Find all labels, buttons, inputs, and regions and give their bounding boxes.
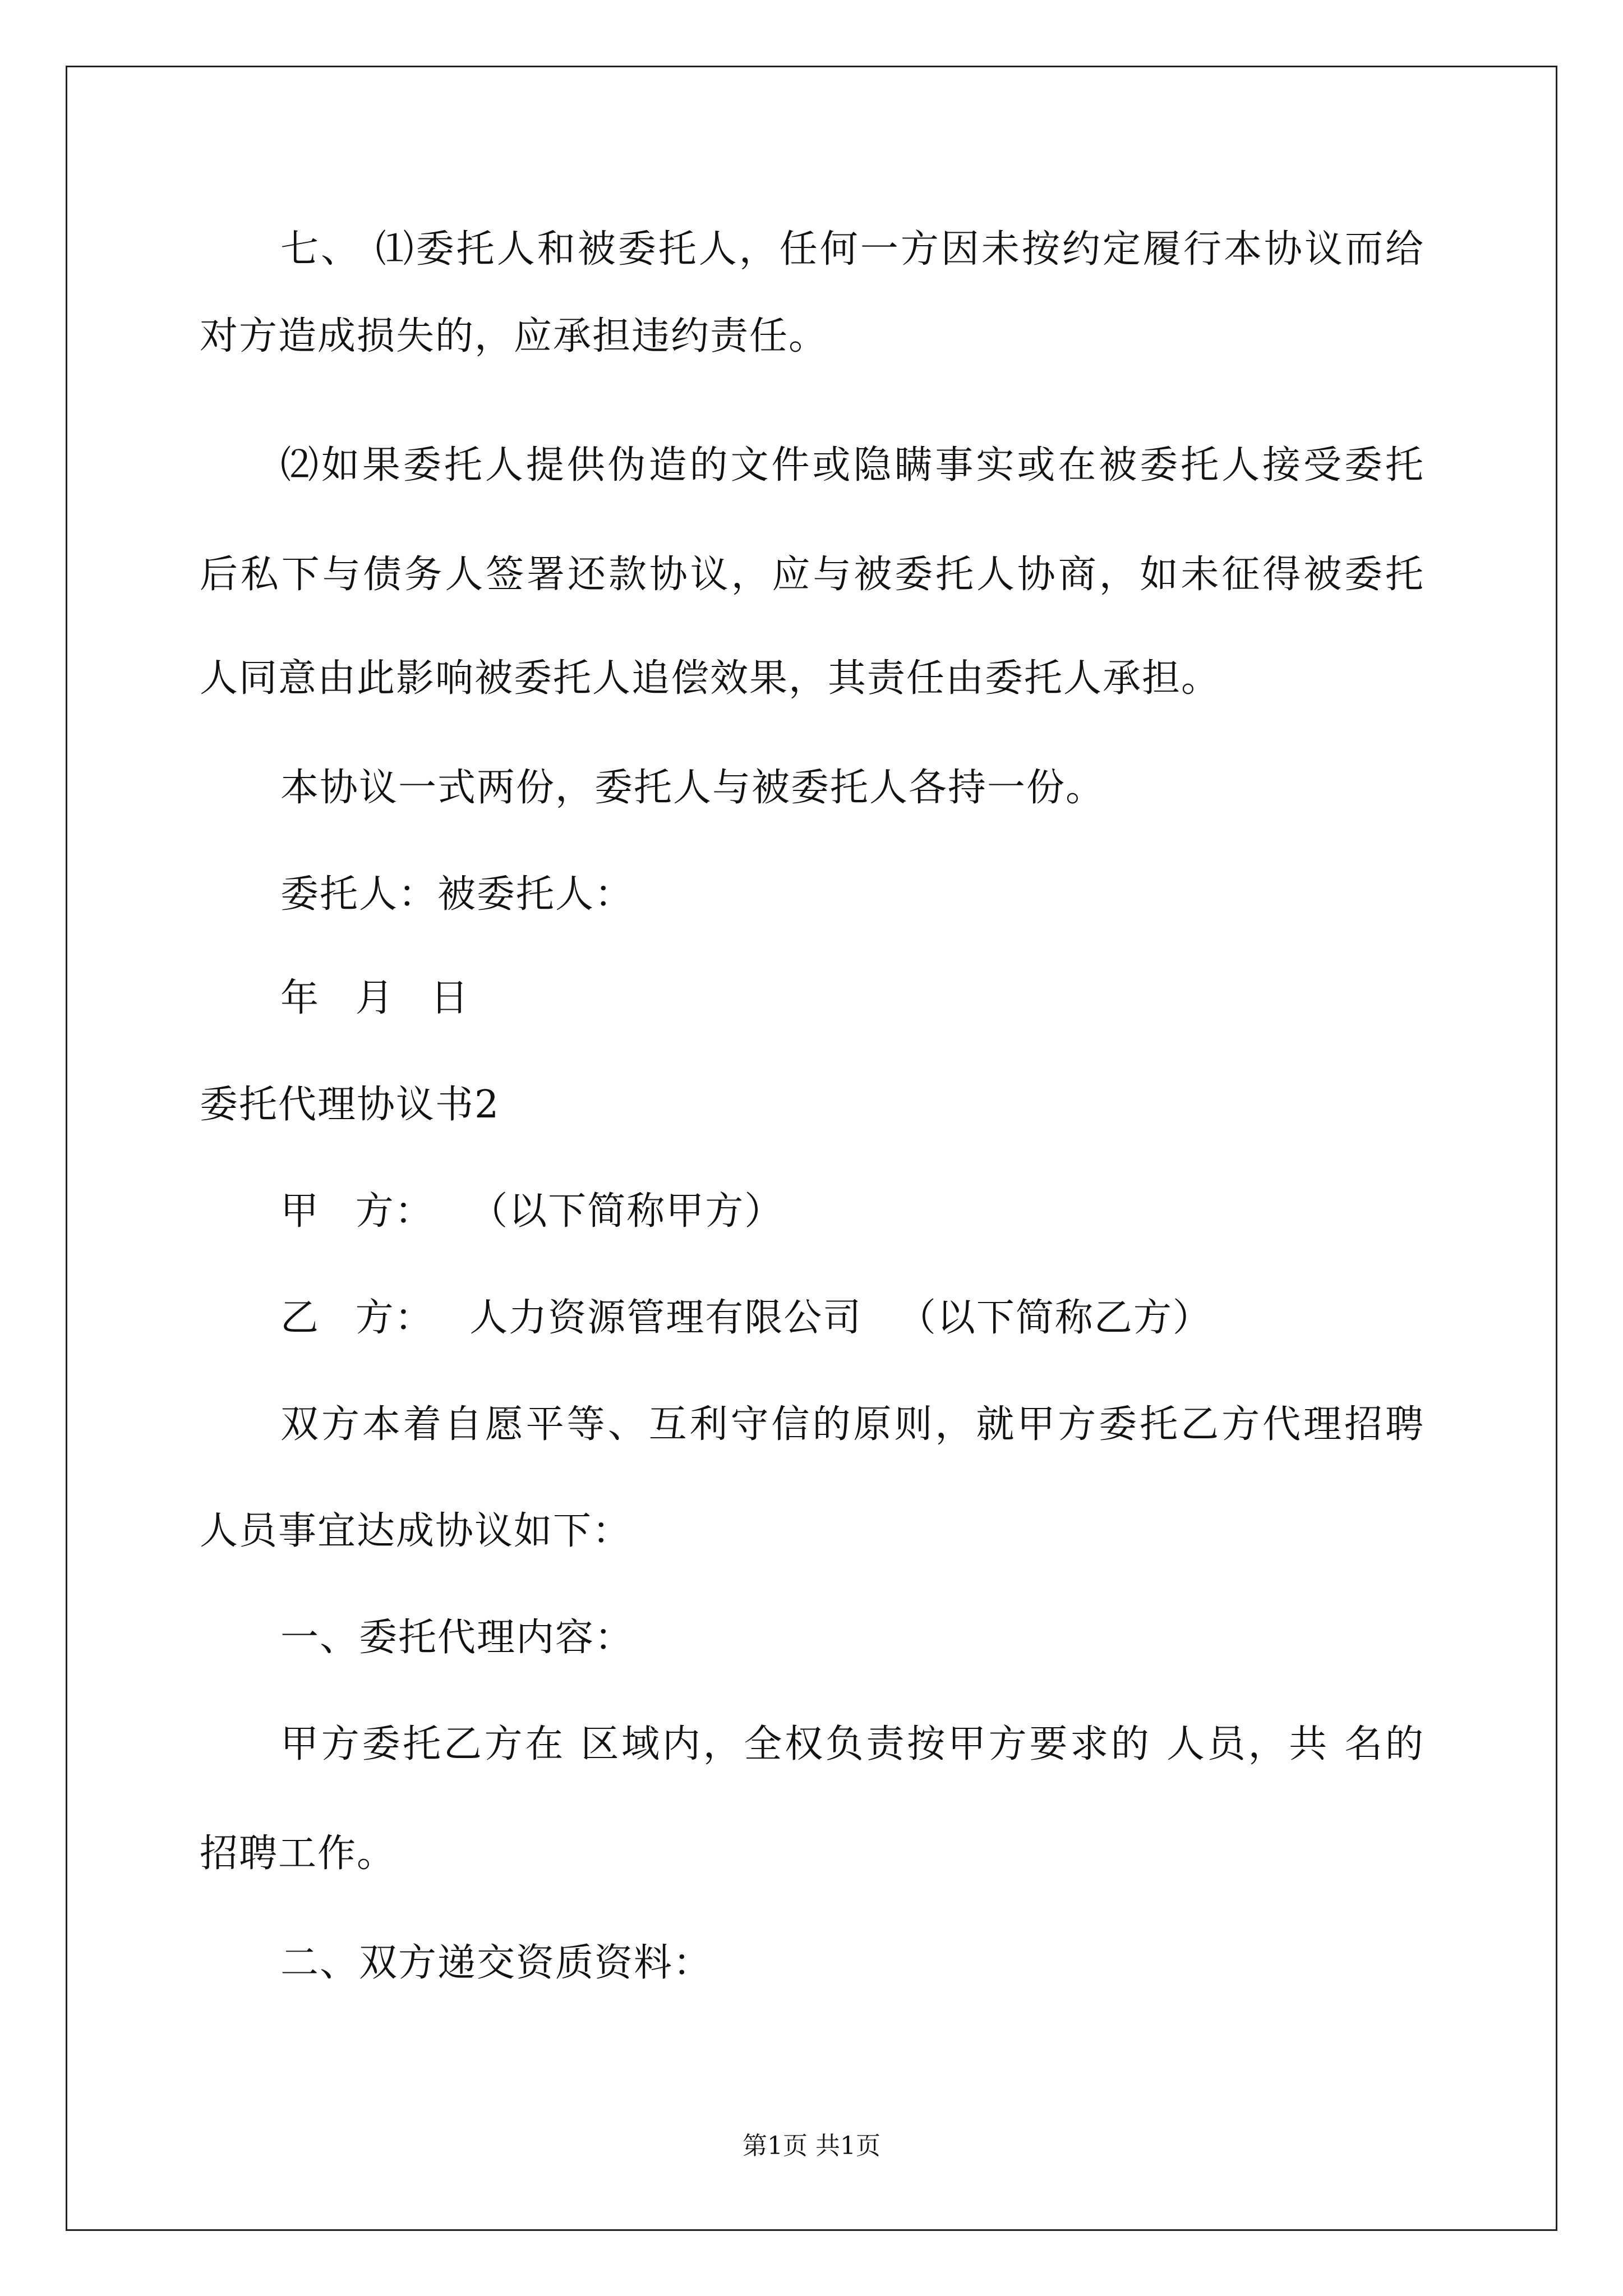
text-line: 乙 方： 人力资源管理有限公司 （以下简称乙方） [280,1296,1212,1340]
text-line: 后私下与债务人签署还款协议，应与被委托人协商，如未征得被委托 [200,553,1424,597]
text-line: 人同意由此影响被委托人追偿效果，其责任由委托人承担。 [200,656,1221,701]
text-line: 双方本着自愿平等、互利守信的原则，就甲方委托乙方代理招聘 [280,1402,1424,1447]
text-line: 七、 ⑴委托人和被委托人，任何一方因未按约定履行本协议而给 [280,227,1424,272]
section-heading: 二、双方递交资质资料： [280,1941,713,1985]
page-footer: 第1页 共1页 [743,2132,880,2160]
text-line: 招聘工作。 [200,1832,396,1876]
text-line: 甲 方： （以下简称甲方） [280,1189,784,1234]
text-line: 年 月 日 [280,976,470,1020]
text-line: 甲方委托乙方在 区域内，全权负责按甲方要求的 人员，共 名的 [280,1722,1424,1766]
page-frame [66,66,1557,2231]
section-heading: 一、委托代理内容： [280,1616,634,1660]
text-line: 本协议一式两份，委托人与被委托人各持一份。 [280,766,1105,810]
section-title: 委托代理协议书2 [200,1083,500,1127]
text-line: 委托人：被委托人： [280,872,634,917]
text-line: 对方造成损失的，应承担违约责任。 [200,314,828,358]
text-line: 人员事宜达成协议如下： [200,1509,632,1553]
text-line: ⑵如果委托人提供伪造的文件或隐瞒事实或在被委托人接受委托 [280,443,1424,487]
